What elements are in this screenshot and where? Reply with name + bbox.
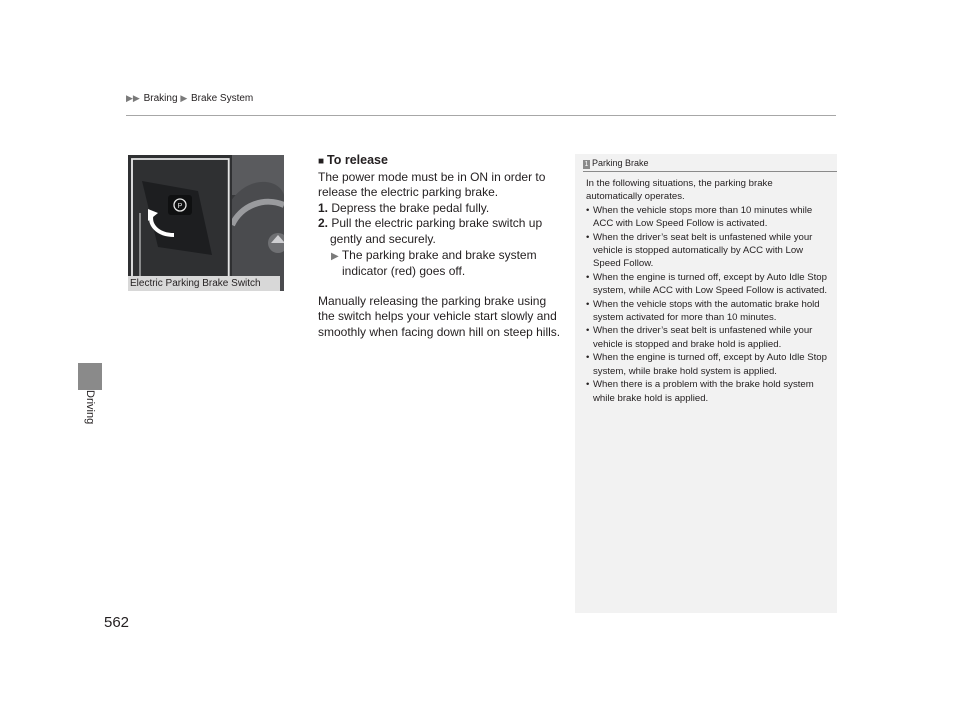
section-label: Driving (84, 390, 96, 425)
release-instructions (318, 153, 566, 341)
breadcrumb (126, 93, 253, 104)
list-item: • When the engine is turned off, except by Auto Idle Stop system, while ACC with Low Speed Follow is activated. (586, 271, 829, 298)
notes-body (586, 177, 829, 405)
note-reference-icon: 1 (584, 161, 589, 168)
step-result: ▶ The parking brake and brake system indicator (red) goes off. (331, 247, 537, 279)
breadcrumb-item[interactable]: Brake System (191, 93, 254, 104)
notes-intro: In the following situations, the parking brake automatically operates. (586, 178, 773, 203)
dashboard-illustration (128, 155, 284, 291)
header-rule (126, 115, 836, 116)
list-item: • When there is a problem with the brake hold system while brake hold is applied. (586, 378, 829, 405)
section-tab (78, 363, 102, 390)
list-item: • When the vehicle stops with the automatic brake hold system activated for more than 10 minutes. (586, 298, 829, 325)
svg-text:P: P (177, 203, 183, 210)
parking-brake-switch-image (128, 155, 284, 291)
step-2: 2. Pull the electric parking brake switch up gently and securely. (318, 216, 543, 246)
figure-caption: Electric Parking Brake Switch (128, 276, 280, 291)
notes-panel (575, 154, 837, 613)
notes-title: 1 Parking Brake (584, 158, 649, 168)
square-bullet-icon: ■ (318, 156, 325, 167)
page-number: 562 (104, 614, 130, 631)
step-1: 1. Depress the brake pedal fully. (318, 200, 490, 215)
arrow-icon: ▶ (180, 93, 188, 103)
list-item: • When the driver’s seat belt is unfastened while your vehicle is stopped and brake hold is applied. (586, 324, 829, 351)
breadcrumb-item[interactable]: Braking (143, 93, 178, 104)
intro-paragraph: The power mode must be in ON in order to release the electric parking brake. (318, 169, 546, 200)
closing-paragraph: Manually releasing the parking brake using the switch helps your vehicle start slowly and smoothly when facing down hill on steep hills. (318, 293, 561, 339)
section-heading: ■ To release (318, 153, 388, 167)
list-item: • When the engine is turned off, except by Auto Idle Stop system, while brake hold system is applied. (586, 351, 829, 378)
notes-rule (583, 171, 837, 172)
notes-list (586, 204, 829, 405)
list-item: • When the driver’s seat belt is unfastened while your vehicle is stopped automatically by ACC with Low Speed Follow. (586, 231, 829, 271)
list-item: • When the vehicle stops more than 10 minutes while ACC with Low Speed Follow is activated. (586, 204, 829, 231)
arrow-icon: ▶ (331, 250, 339, 262)
double-arrow-icon: ▶▶ (126, 93, 140, 103)
